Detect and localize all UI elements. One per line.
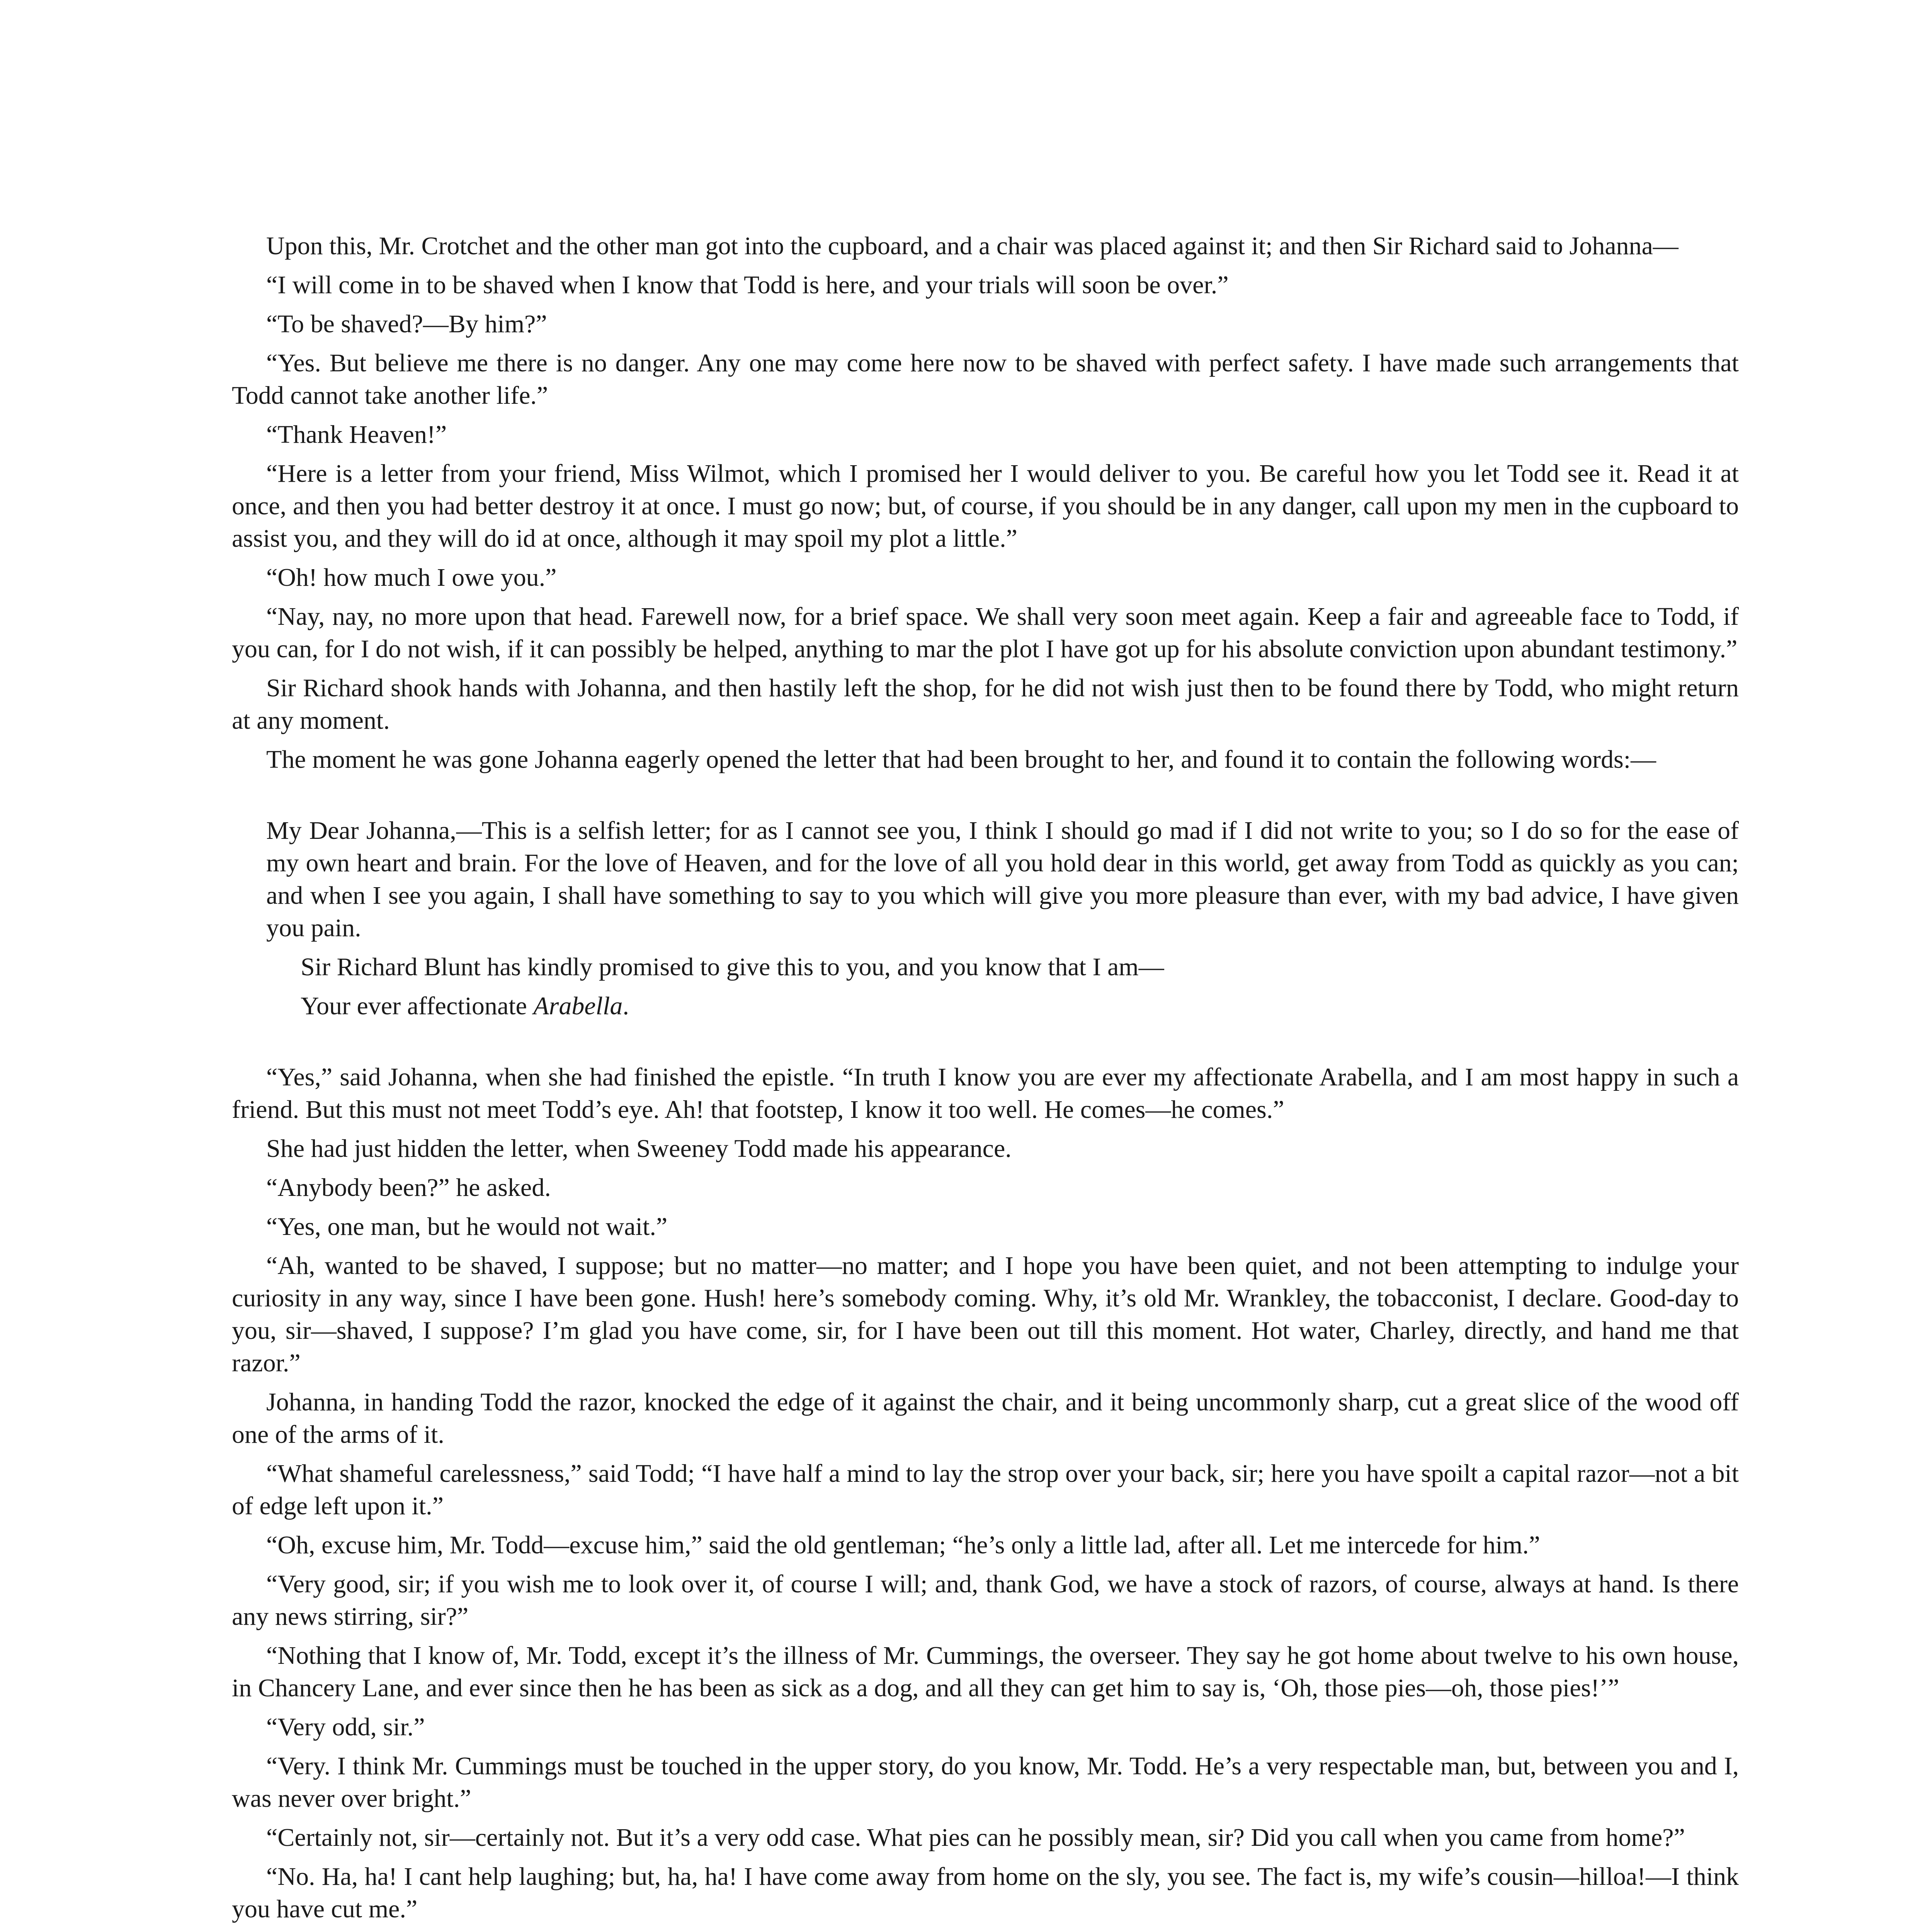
paragraph: “Thank Heaven!” xyxy=(266,420,447,449)
paragraph: “Nay, nay, no more upon that head. Farewell now, for a brief space. We shall very soon meet again. Keep a fair and agreeable face to Todd, if you can, for I do not wish, if it can possibly be helped, anything to mar the plot I have got up for his absolute conviction upon abundant testimony.” xyxy=(232,602,1739,663)
paragraph: “Anybody been?” he asked. xyxy=(266,1173,551,1202)
letter-body: My Dear Johanna,—This is a selfish letter; for as I cannot see you, I think I should go mad if I did not write to you; so I do so for the ease of my own heart and brain. For the love of Heaven, and for the love of all you hold dear in this world, get away from Todd as quickly as you can; and when I see you again, I shall have something to say to you which will give you more pleasure than ever, with my bad advice, I have given you pain. xyxy=(266,816,1739,942)
paragraph: “What shameful carelessness,” said Todd; “I have half a mind to lay the strop over your back, sir; here you have spoilt a capital razor—not a bit of edge left upon it.” xyxy=(232,1459,1739,1520)
paragraph: “Nothing that I know of, Mr. Todd, except it’s the illness of Mr. Cummings, the overseer. They say he got home about twelve to his own house, in Chancery Lane, and ever since then he has been as sick as a dog, and all they can get him to say is, ‘Oh, those pies—oh, those pies!’” xyxy=(232,1641,1739,1702)
paragraph: “To be shaved?—By him?” xyxy=(266,310,547,338)
letter-closing-period: . xyxy=(622,992,629,1020)
paragraph: Johanna, in handing Todd the razor, knocked the edge of it against the chair, and it being uncommonly sharp, cut a great slice of the wood off one of the arms of it. xyxy=(232,1388,1739,1449)
paragraph: Sir Richard shook hands with Johanna, and then hastily left the shop, for he did not wish just then to be found there by Todd, who might return at any moment. xyxy=(232,674,1739,735)
page-text xyxy=(232,230,1739,1932)
paragraph: She had just hidden the letter, when Sweeney Todd made his appearance. xyxy=(266,1134,1012,1163)
paragraph: “Yes,” said Johanna, when she had finished the epistle. “In truth I know you are ever my affectionate Arabella, and I am most happy in such a friend. But this must not meet Todd’s eye. Ah! that footstep, I know it too well. He comes—he comes.” xyxy=(232,1063,1739,1124)
paragraph: “Very good, sir; if you wish me to look over it, of course I will; and, thank God, we have a stock of razors, of course, always at hand. Is there any news stirring, sir?” xyxy=(232,1570,1739,1631)
paragraph: “Yes. But believe me there is no danger. Any one may come here now to be shaved with perfect safety. I have made such arrangements that Todd cannot take another life.” xyxy=(232,349,1739,410)
paragraph: “Certainly not, sir—certainly not. But it’s a very odd case. What pies can he possibly mean, sir? Did you call when you came from home?” xyxy=(266,1823,1685,1852)
paragraph: Upon this, Mr. Crotchet and the other man got into the cupboard, and a chair was placed against it; and then Sir Richard said to Johanna— xyxy=(266,232,1679,260)
paragraph: “Very odd, sir.” xyxy=(266,1713,425,1741)
paragraph: “Ah, wanted to be shaved, I suppose; but no matter—no matter; and I hope you have been quiet, and not been attempting to indulge your curiosity in any way, since I have been gone. Hush! here’s somebody coming. Why, it’s old Mr. Wrankley, the tobacconist, I declare. Good-day to you, sir—shaved, I suppose? I’m glad you have come, sir, for I have been out till this moment. Hot water, Charley, directly, and hand me that razor.” xyxy=(232,1252,1739,1377)
letter-closing-text: Your ever affectionate xyxy=(301,992,534,1020)
paragraph: “Oh! how much I owe you.” xyxy=(266,563,557,592)
paragraph: “Oh, excuse him, Mr. Todd—excuse him,” said the old gentleman; “he’s only a little lad, after all. Let me intercede for him.” xyxy=(266,1531,1540,1559)
paragraph: “Here is a letter from your friend, Miss Wilmot, which I promised her I would deliver to you. Be careful how you let Todd see it. Read it at once, and then you had better destroy it at once. I must go now; but, of course, if you should be in any danger, call upon my men in the cupboard to assist you, and they will do id at once, although it may spoil my plot a little.” xyxy=(232,459,1739,553)
paragraph: “I will come in to be shaved when I know that Todd is here, and your trials will soon be over.” xyxy=(266,271,1229,299)
paragraph: The moment he was gone Johanna eagerly opened the letter that had been brought to her, and found it to contain the following words:— xyxy=(266,745,1656,774)
letter-postscript: Sir Richard Blunt has kindly promised to give this to you, and you know that I am— xyxy=(301,953,1164,981)
letter-closing xyxy=(266,990,1739,1022)
paragraph: “No. Ha, ha! I cant help laughing; but, ha, ha! I have come away from home on the sly, you see. The fact is, my wife’s cousin—hilloa!—I think you have cut me.” xyxy=(232,1862,1739,1923)
letter-signature: Arabella xyxy=(533,992,623,1020)
letter-block xyxy=(266,815,1739,1022)
paragraph: “Yes, one man, but he would not wait.” xyxy=(266,1213,668,1241)
paragraph: “Very. I think Mr. Cummings must be touched in the upper story, do you know, Mr. Todd. He’s a very respectable man, but, between you and I, was never over bright.” xyxy=(232,1752,1739,1813)
